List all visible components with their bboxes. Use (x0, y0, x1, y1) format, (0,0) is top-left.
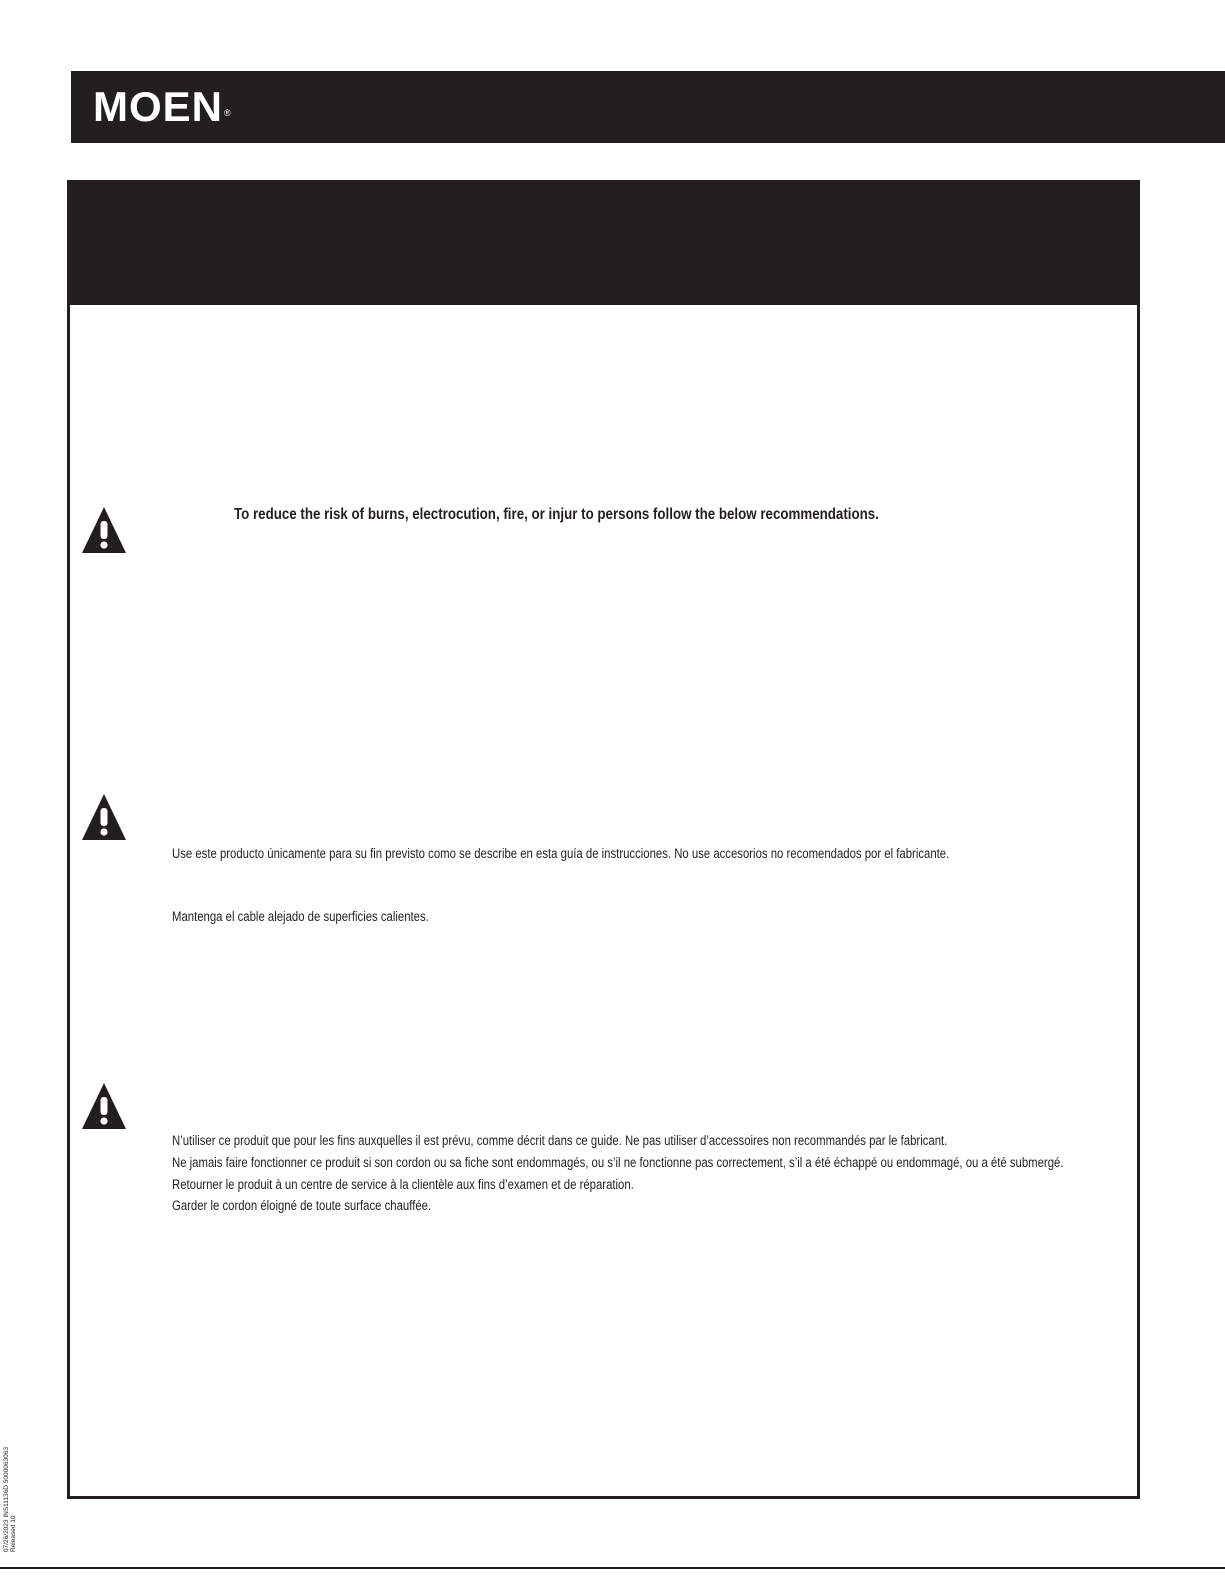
warning-headline: To reduce the risk of burns, electrocution, fire, or injur to persons follow the below recommendations. (234, 506, 879, 523)
french-line-3: Retourner le produit à un centre de service à la clientèle aux fins d’examen et de réparation. (172, 1177, 634, 1193)
spanish-line-1: Use este producto únicamente para su fin previsto como se describe en esta guía de instrucciones. No use accesorios no recomendados por el fabricante. (172, 846, 950, 862)
moen-logo (93, 85, 232, 129)
spanish-line-2: Mantenga el cable alejado de superficies calientes. (172, 909, 429, 925)
french-line-2: Ne jamais faire fonctionner ce produit si son cordon ou sa fiche sont endommagés, ou s’il ne fonctionne pas correctement, s’il a été échappé ou endommagé, ou a été submergé. (172, 1155, 1064, 1171)
warning-triangle-icon (80, 1081, 128, 1131)
warning-triangle-icon (80, 792, 128, 842)
document-code-line-2: Released 10 (10, 1515, 17, 1552)
safety-panel (67, 180, 1140, 1499)
panel-header-band (70, 183, 1137, 305)
french-line-4: Garder le cordon éloigné de toute surface chauffée. (172, 1198, 432, 1214)
french-line-1: N’utiliser ce produit que pour les fins auxquelles il est prévu, comme décrit dans ce guide. Ne pas utiliser d’accessoires non recommandés par le fabricant. (172, 1133, 948, 1149)
document-code (3, 1447, 17, 1552)
brand-header-bar (71, 71, 1225, 143)
document-code-line-1: 07/26/2023 INS11136D 5000063063 (3, 1447, 10, 1552)
logo-text: MOEN (93, 83, 223, 130)
warning-triangle-icon (80, 505, 128, 555)
bottom-rule (0, 1567, 1225, 1569)
registered-mark: ® (224, 108, 232, 118)
